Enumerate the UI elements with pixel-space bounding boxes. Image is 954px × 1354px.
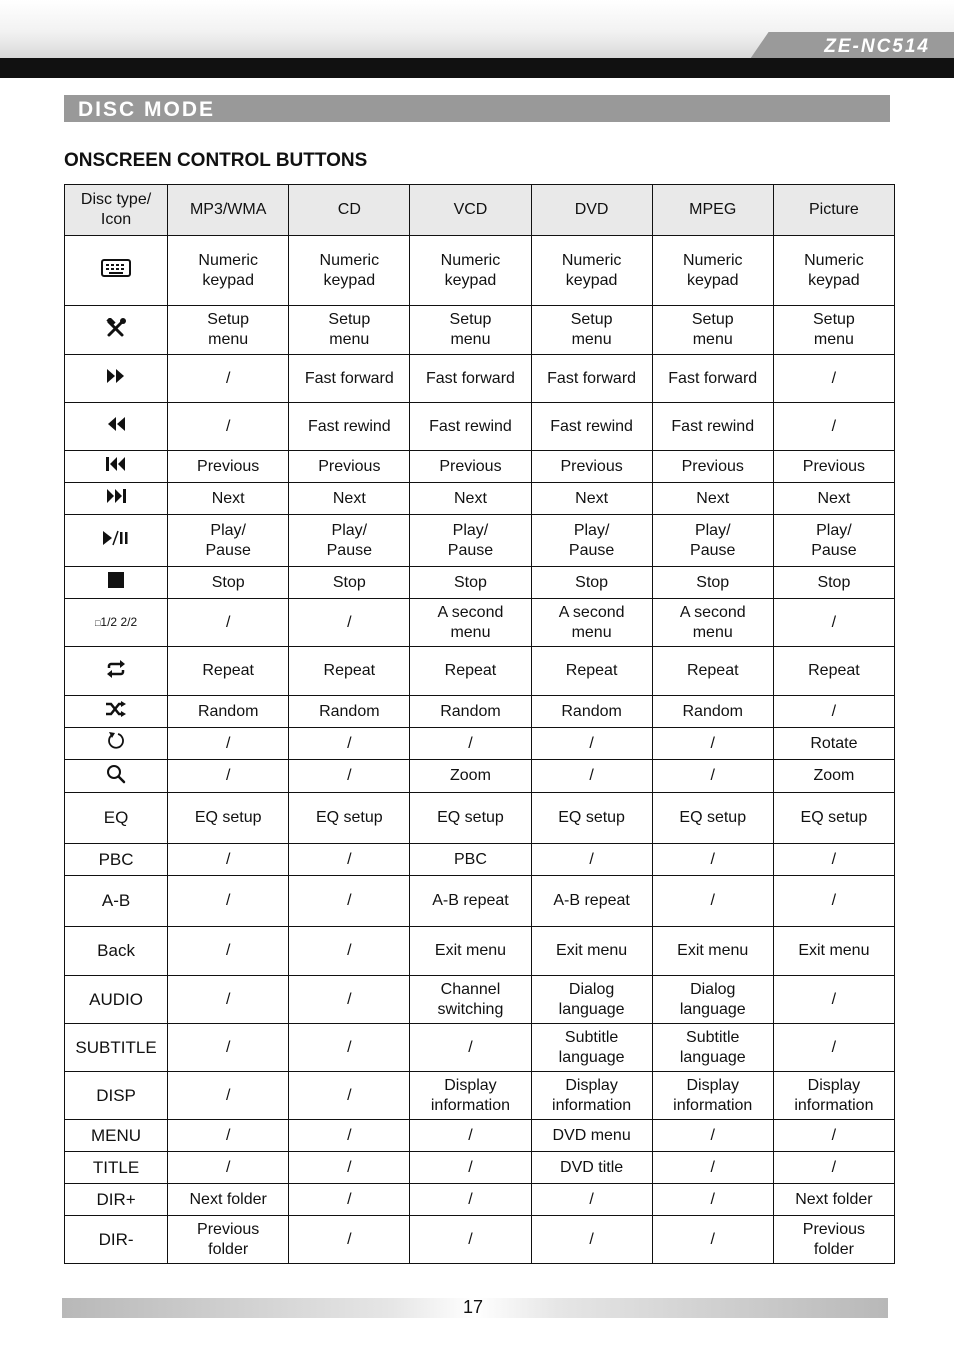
table-cell: Repeat <box>289 647 410 696</box>
table-cell: A second menu <box>652 599 773 647</box>
table-cell: Exit menu <box>652 927 773 976</box>
table-cell: Fast rewind <box>531 403 652 451</box>
table-cell: / <box>168 355 289 403</box>
subheading: ONSCREEN CONTROL BUTTONS <box>64 150 368 171</box>
table-cell: Subtitle language <box>531 1024 652 1072</box>
table-cell: PBC <box>410 844 531 876</box>
table-cell: / <box>410 1152 531 1184</box>
table-row <box>65 927 895 976</box>
table-cell: Dialog language <box>652 976 773 1024</box>
column-header: DVD <box>531 185 652 236</box>
table-cell: / <box>168 927 289 976</box>
table-cell: / <box>773 355 894 403</box>
table-cell: A-B repeat <box>531 876 652 927</box>
table-cell: / <box>289 976 410 1024</box>
fast-rewind-icon <box>106 416 126 437</box>
table-cell: Setup menu <box>289 306 410 355</box>
table-cell: / <box>289 599 410 647</box>
table-cell: / <box>289 1120 410 1152</box>
table-cell: Setup menu <box>168 306 289 355</box>
row-label: SUBTITLE <box>65 1024 168 1072</box>
table-row <box>65 696 895 728</box>
second-menu-label: 1/2 2/2 <box>100 615 138 629</box>
table-cell: Previous <box>773 451 894 483</box>
table-cell: / <box>289 1152 410 1184</box>
table-row <box>65 599 895 647</box>
table-cell: Setup menu <box>531 306 652 355</box>
row-label: DIR- <box>65 1216 168 1264</box>
table-cell: / <box>289 1072 410 1120</box>
row-label: DIR+ <box>65 1184 168 1216</box>
table-cell: / <box>531 1216 652 1264</box>
table-cell: Numeric keypad <box>410 236 531 306</box>
row-icon-cell <box>65 403 168 451</box>
table-cell: Play/ Pause <box>652 515 773 567</box>
table-cell: / <box>168 403 289 451</box>
table-cell: Random <box>652 696 773 728</box>
table-cell: / <box>652 1216 773 1264</box>
table-cell: / <box>652 760 773 793</box>
table-cell: Display information <box>773 1072 894 1120</box>
table-cell: Play/ Pause <box>531 515 652 567</box>
table-cell: / <box>531 760 652 793</box>
row-icon-cell <box>65 696 168 728</box>
table-cell: / <box>531 728 652 760</box>
row-icon-cell <box>65 567 168 599</box>
row-icon-cell <box>65 236 168 306</box>
play-pause-icon <box>102 530 130 551</box>
table-row <box>65 306 895 355</box>
table-cell: / <box>773 976 894 1024</box>
table-cell: / <box>773 696 894 728</box>
table-cell: / <box>289 1184 410 1216</box>
table-cell: / <box>289 876 410 927</box>
table-cell: Fast forward <box>531 355 652 403</box>
table-cell: Exit menu <box>531 927 652 976</box>
table-cell: Repeat <box>652 647 773 696</box>
next-icon <box>105 488 127 509</box>
table-cell: EQ setup <box>531 793 652 844</box>
table-cell: EQ setup <box>410 793 531 844</box>
page-number: 17 <box>463 1297 484 1317</box>
table-cell: Fast rewind <box>289 403 410 451</box>
table-cell: Exit menu <box>410 927 531 976</box>
table-row <box>65 728 895 760</box>
table-cell: Numeric keypad <box>773 236 894 306</box>
table-cell: Stop <box>168 567 289 599</box>
table-cell: DVD title <box>531 1152 652 1184</box>
table-cell: A second menu <box>410 599 531 647</box>
column-header: VCD <box>410 185 531 236</box>
row-icon-cell <box>65 483 168 515</box>
table-cell: / <box>652 1120 773 1152</box>
table-row <box>65 355 895 403</box>
table-body <box>65 236 895 1264</box>
table-cell: / <box>531 1184 652 1216</box>
keyboard-icon <box>101 259 131 282</box>
column-header: Picture <box>773 185 894 236</box>
row-icon-cell <box>65 760 168 793</box>
table-cell: Numeric keypad <box>289 236 410 306</box>
table-cell: Next <box>410 483 531 515</box>
table-cell: EQ setup <box>652 793 773 844</box>
table-cell: Stop <box>773 567 894 599</box>
table-cell: Fast forward <box>289 355 410 403</box>
table-cell: EQ setup <box>289 793 410 844</box>
column-header: MPEG <box>652 185 773 236</box>
table-cell: Display information <box>531 1072 652 1120</box>
table-row <box>65 1152 895 1184</box>
table-row <box>65 403 895 451</box>
row-icon-cell <box>65 515 168 567</box>
repeat-icon <box>106 660 126 683</box>
table-cell: Zoom <box>410 760 531 793</box>
table-cell: EQ setup <box>773 793 894 844</box>
table-row <box>65 567 895 599</box>
table-cell: Previous folder <box>168 1216 289 1264</box>
table-cell: / <box>773 1152 894 1184</box>
table-cell: / <box>652 1152 773 1184</box>
table-cell: Display information <box>410 1072 531 1120</box>
table-row <box>65 1184 895 1216</box>
table-cell: Previous <box>410 451 531 483</box>
table-cell: Exit menu <box>773 927 894 976</box>
table-cell: / <box>289 927 410 976</box>
control-buttons-table <box>64 184 895 1264</box>
table-cell: Stop <box>652 567 773 599</box>
table-cell: Subtitle language <box>652 1024 773 1072</box>
table-row <box>65 844 895 876</box>
table-cell: / <box>289 1024 410 1072</box>
table-cell: / <box>652 1184 773 1216</box>
table-row <box>65 647 895 696</box>
table-row <box>65 1216 895 1264</box>
table-cell: Play/ Pause <box>168 515 289 567</box>
row-label: MENU <box>65 1120 168 1152</box>
table-cell: Repeat <box>410 647 531 696</box>
table-cell: Setup menu <box>410 306 531 355</box>
shuffle-icon <box>105 701 127 722</box>
table-cell: Previous <box>531 451 652 483</box>
table-row <box>65 793 895 844</box>
table-cell: Setup menu <box>773 306 894 355</box>
table-cell: Numeric keypad <box>168 236 289 306</box>
table-cell: Next folder <box>773 1184 894 1216</box>
table-cell: / <box>410 1184 531 1216</box>
table-cell: Stop <box>531 567 652 599</box>
table-row <box>65 1024 895 1072</box>
table-cell: / <box>531 844 652 876</box>
table-row <box>65 876 895 927</box>
table-cell: / <box>168 1024 289 1072</box>
table-cell: / <box>410 728 531 760</box>
table-cell: Fast forward <box>652 355 773 403</box>
table-cell: DVD menu <box>531 1120 652 1152</box>
table-cell: A second menu <box>531 599 652 647</box>
table-row <box>65 515 895 567</box>
model-name: ZE-NC514 <box>824 36 930 57</box>
table-cell: / <box>168 1072 289 1120</box>
table-cell: EQ setup <box>168 793 289 844</box>
table-cell: / <box>168 599 289 647</box>
table-cell: A-B repeat <box>410 876 531 927</box>
table-cell: / <box>773 876 894 927</box>
table-cell: / <box>410 1024 531 1072</box>
table-cell: Next <box>289 483 410 515</box>
table-cell: Stop <box>410 567 531 599</box>
table-row <box>65 451 895 483</box>
row-label: EQ <box>65 793 168 844</box>
table-cell: / <box>773 1024 894 1072</box>
table-cell: / <box>168 1152 289 1184</box>
rotate-icon <box>106 731 126 756</box>
second-menu-icon: □1/2 2/2 <box>94 615 138 629</box>
table-cell: Random <box>168 696 289 728</box>
zoom-icon <box>106 764 126 789</box>
table-cell: Next <box>773 483 894 515</box>
table-cell: / <box>652 844 773 876</box>
table-cell: Stop <box>289 567 410 599</box>
table-cell: / <box>410 1216 531 1264</box>
table-cell: / <box>773 403 894 451</box>
table-cell: Random <box>531 696 652 728</box>
table-cell: Dialog language <box>531 976 652 1024</box>
previous-icon <box>105 456 127 477</box>
table-row <box>65 976 895 1024</box>
table-cell: Random <box>289 696 410 728</box>
row-icon-cell <box>65 306 168 355</box>
table-cell: / <box>652 876 773 927</box>
table-cell: / <box>168 844 289 876</box>
table-cell: Fast rewind <box>410 403 531 451</box>
table-cell: Channel switching <box>410 976 531 1024</box>
table-cell: Numeric keypad <box>652 236 773 306</box>
row-label: TITLE <box>65 1152 168 1184</box>
table-cell: / <box>289 844 410 876</box>
table-cell: / <box>410 1120 531 1152</box>
table-cell: / <box>773 1120 894 1152</box>
row-icon-cell <box>65 451 168 483</box>
table-cell: Play/ Pause <box>289 515 410 567</box>
setup-tools-icon <box>105 318 127 343</box>
table-cell: Repeat <box>531 647 652 696</box>
column-header: Disc type/ Icon <box>65 185 168 236</box>
column-header: CD <box>289 185 410 236</box>
row-label: Back <box>65 927 168 976</box>
row-icon-cell <box>65 599 168 647</box>
table-cell: Previous <box>168 451 289 483</box>
table-cell: / <box>652 728 773 760</box>
stop-icon <box>108 572 124 593</box>
table-row <box>65 1072 895 1120</box>
table-cell: Display information <box>652 1072 773 1120</box>
table-cell: Repeat <box>773 647 894 696</box>
column-header: MP3/WMA <box>168 185 289 236</box>
table-cell: Next <box>168 483 289 515</box>
table-cell: / <box>289 728 410 760</box>
header-stripe <box>0 58 954 78</box>
table-header-row <box>65 185 895 236</box>
table-cell: / <box>289 1216 410 1264</box>
table-cell: Play/ Pause <box>410 515 531 567</box>
table-cell: / <box>168 760 289 793</box>
table-cell: Next folder <box>168 1184 289 1216</box>
fast-forward-icon <box>106 368 126 389</box>
table-cell: Random <box>410 696 531 728</box>
row-label: A-B <box>65 876 168 927</box>
table-cell: Zoom <box>773 760 894 793</box>
table-row <box>65 1120 895 1152</box>
table-row <box>65 760 895 793</box>
row-icon-cell <box>65 728 168 760</box>
table-cell: / <box>168 728 289 760</box>
table-cell: Fast forward <box>410 355 531 403</box>
row-label: DISP <box>65 1072 168 1120</box>
table-cell: Repeat <box>168 647 289 696</box>
row-icon-cell <box>65 647 168 696</box>
table-cell: / <box>773 599 894 647</box>
table-cell: / <box>289 760 410 793</box>
table-cell: Setup menu <box>652 306 773 355</box>
section-title: DISC MODE <box>78 98 216 121</box>
table-cell: / <box>168 1120 289 1152</box>
table-cell: / <box>168 876 289 927</box>
table-cell: Previous folder <box>773 1216 894 1264</box>
table-cell: Previous <box>289 451 410 483</box>
table-row <box>65 236 895 306</box>
row-label: AUDIO <box>65 976 168 1024</box>
table-cell: Next <box>531 483 652 515</box>
row-icon-cell <box>65 355 168 403</box>
table-cell: / <box>168 976 289 1024</box>
table-cell: Next <box>652 483 773 515</box>
table-cell: Previous <box>652 451 773 483</box>
row-label: PBC <box>65 844 168 876</box>
table-cell: Rotate <box>773 728 894 760</box>
table-row <box>65 483 895 515</box>
table-cell: / <box>773 844 894 876</box>
table-cell: Numeric keypad <box>531 236 652 306</box>
table-cell: Fast rewind <box>652 403 773 451</box>
table-cell: Play/ Pause <box>773 515 894 567</box>
